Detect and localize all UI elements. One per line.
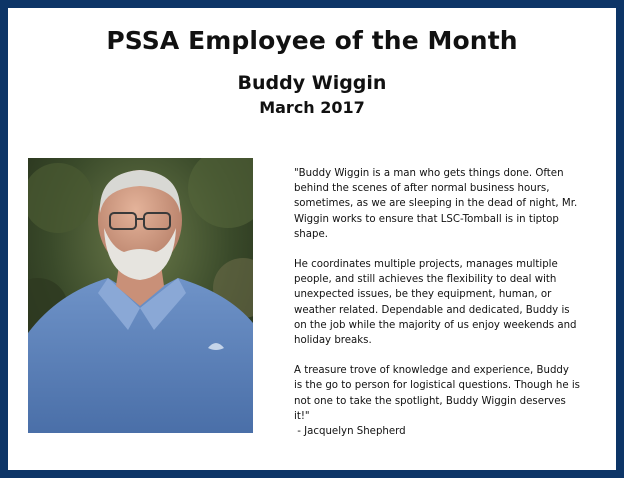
portrait-photo-icon xyxy=(28,158,253,433)
quote-paragraph-1: "Buddy Wiggin is a man who gets things done. Often behind the scenes of after normal business hours, sometimes, as we are sleeping in the dead of night, Mr. Wiggin works to ensure that LSC-Tomball is in tiptop shape. xyxy=(294,168,578,240)
quote-paragraph-2: He coordinates multiple projects, manages multiple people, and still achieves the flexibility to deal with unexpected issues, be they equipment, human, or weather related. Dependable and dedicated, Buddy is on the job while the majority of us enjoy weekends and holiday breaks. xyxy=(294,259,577,347)
employee-photo xyxy=(28,158,253,433)
employee-name: Buddy Wiggin xyxy=(237,72,387,94)
quote-signature xyxy=(294,424,580,439)
quote-paragraph-3: A treasure trove of knowledge and experience, Buddy is the go to person for logistical questions. Though he is not one to take the spotlight, Buddy Wiggin deserves it!" xyxy=(294,365,580,422)
award-date: March 2017 xyxy=(259,98,365,117)
signature-text: - Jacquelyn Shepherd xyxy=(297,426,406,438)
testimonial-quote xyxy=(294,166,580,439)
page-title: PSSA Employee of the Month xyxy=(106,26,518,55)
